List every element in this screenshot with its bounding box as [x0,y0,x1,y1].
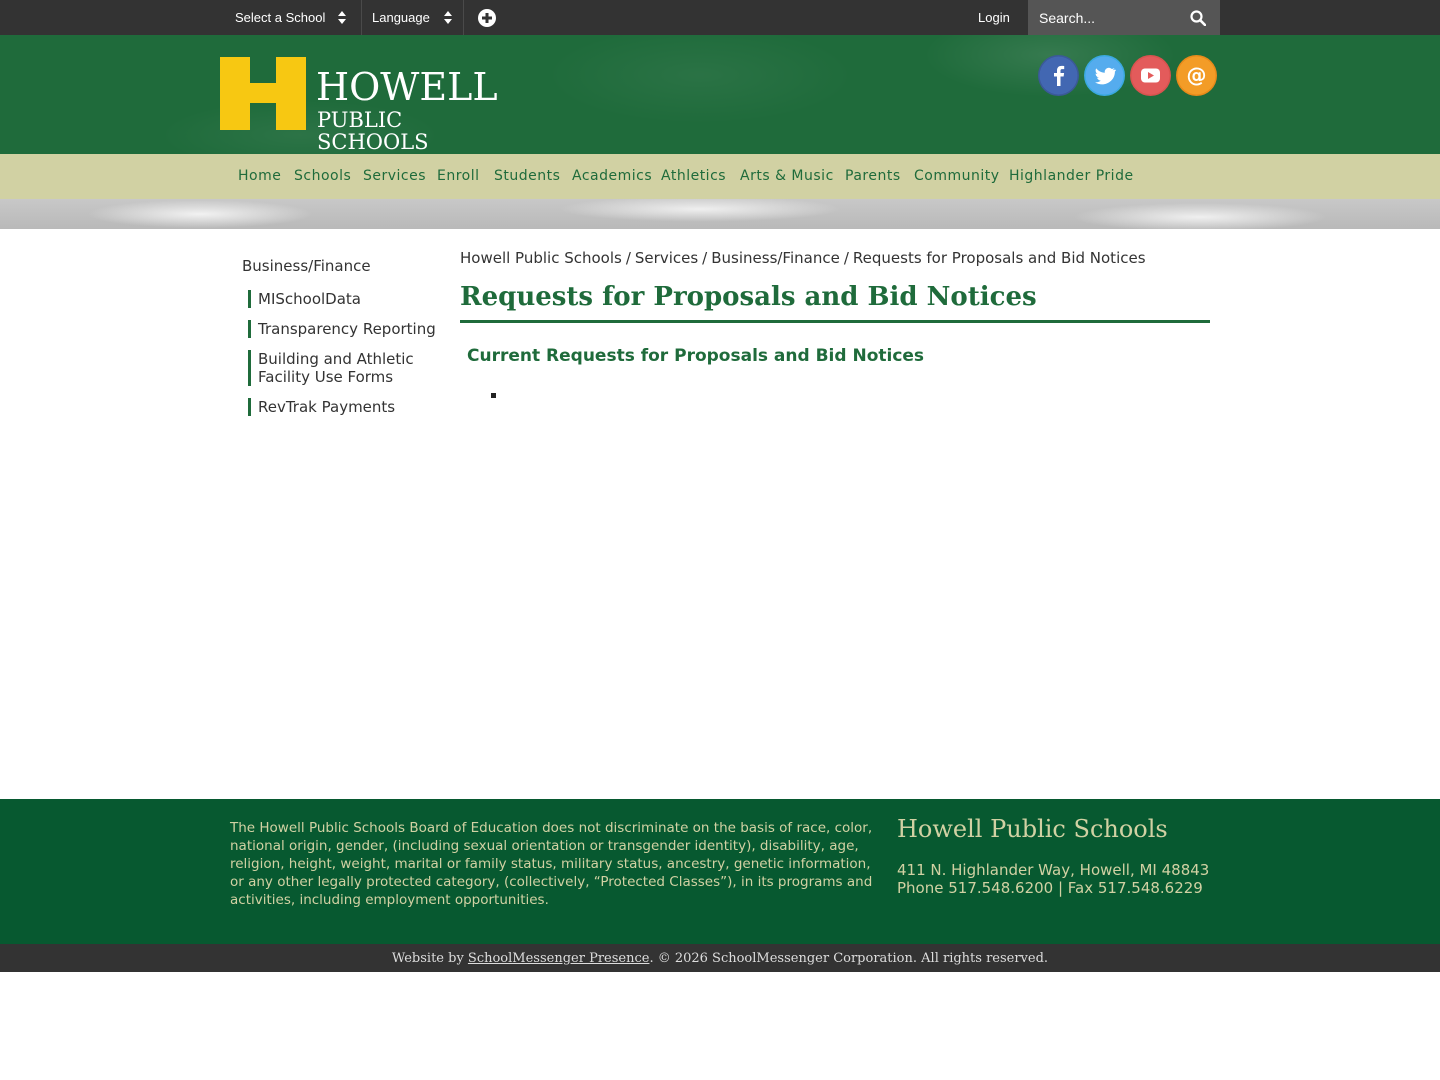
footer-address: 411 N. Highlander Way, Howell, MI 48843 [897,861,1210,879]
breadcrumb [460,249,1146,267]
credit-suffix: . © 2026 SchoolMessenger Corporation. All rights reserved. [649,951,1049,966]
sidebar-title[interactable]: Business/Finance [242,257,371,275]
breadcrumb-link-home[interactable]: Howell Public Schools [460,249,622,267]
schoolmessenger-link[interactable]: SchoolMessenger Presence [467,951,650,966]
nondiscrimination-notice: The Howell Public Schools Board of Education does not discriminate on the basis of race, color, national origin, gender, (including sexual orientation or transgender identity), disability, age, religion, height, weight, marital or family status, military status, ancestry, genetic information, or any other legally protected category, (collectively, “Protected Classes”), in its programs and activities, including employment opportunities. [230,820,873,908]
nav-highlander-pride[interactable]: Highlander Pride [1009,168,1134,184]
login-link[interactable]: Login [978,10,1010,25]
nav-students[interactable]: Students [494,168,561,184]
sidebar-item-facility-use-forms[interactable]: Building and Athletic Facility Use Forms [248,350,433,386]
breadcrumb-link-business-finance[interactable]: Business/Finance [711,249,840,267]
breadcrumb-current: Requests for Proposals and Bid Notices [852,249,1146,267]
empty-list-bullet [491,393,496,398]
utility-bar [0,0,1440,35]
credit-prefix: Website by [391,951,468,966]
site-header [0,35,1440,154]
nav-home[interactable]: Home [238,168,282,184]
search-input[interactable] [1028,0,1178,35]
logo-text-howell: HOWELL [316,65,498,109]
nav-enroll[interactable]: Enroll [437,168,480,184]
section-heading: Current Requests for Proposals and Bid Notices [467,346,925,366]
svg-text:@: @ [1186,63,1207,87]
school-select-label: Select a School [235,10,326,25]
breadcrumb-link-services[interactable]: Services [634,249,699,267]
footer-org-name: Howell Public Schools [897,815,1168,843]
h-logo-mark [220,57,306,130]
nav-athletics[interactable]: Athletics [661,168,727,184]
page-title: Requests for Proposals and Bid Notices [460,280,1210,323]
site-footer [0,799,1440,944]
logo-text-public-schools: PUBLIC SCHOOLS [317,108,429,154]
sidebar-item-revtrak-payments[interactable]: RevTrak Payments [248,398,438,416]
main-nav [0,154,1440,199]
district-logo[interactable] [220,57,510,154]
search-box [1028,0,1220,35]
footer-phone: Phone 517.548.6200 | Fax 517.548.6229 [897,879,1203,897]
plus-circle-icon[interactable] [478,9,496,27]
updown-arrows-icon [338,11,346,24]
school-select[interactable] [222,0,362,35]
language-select[interactable] [362,0,464,35]
updown-arrows-icon [444,11,452,24]
nav-arts-music[interactable]: Arts & Music [740,168,834,184]
nav-schools[interactable]: Schools [294,168,352,184]
twitter-icon[interactable] [1084,55,1125,96]
nav-parents[interactable]: Parents [845,168,901,184]
nav-community[interactable]: Community [914,168,1000,184]
youtube-icon[interactable] [1130,55,1171,96]
copyright-text [0,944,1440,974]
nav-services[interactable]: Services [363,168,427,184]
language-select-label: Language [372,10,430,25]
breadcrumb-separator: / [625,249,631,267]
breadcrumb-separator: / [702,249,708,267]
breadcrumb-separator: / [843,249,849,267]
email-icon[interactable] [1176,55,1217,96]
facebook-icon[interactable] [1038,55,1079,96]
search-icon[interactable] [1190,10,1206,26]
nav-academics[interactable]: Academics [572,168,653,184]
sidebar-item-mischooldata[interactable]: MISchoolData [248,290,438,308]
banner-strip [0,199,1440,229]
copyright-bar [0,944,1440,972]
sidebar-item-transparency-reporting[interactable]: Transparency Reporting [248,320,438,338]
